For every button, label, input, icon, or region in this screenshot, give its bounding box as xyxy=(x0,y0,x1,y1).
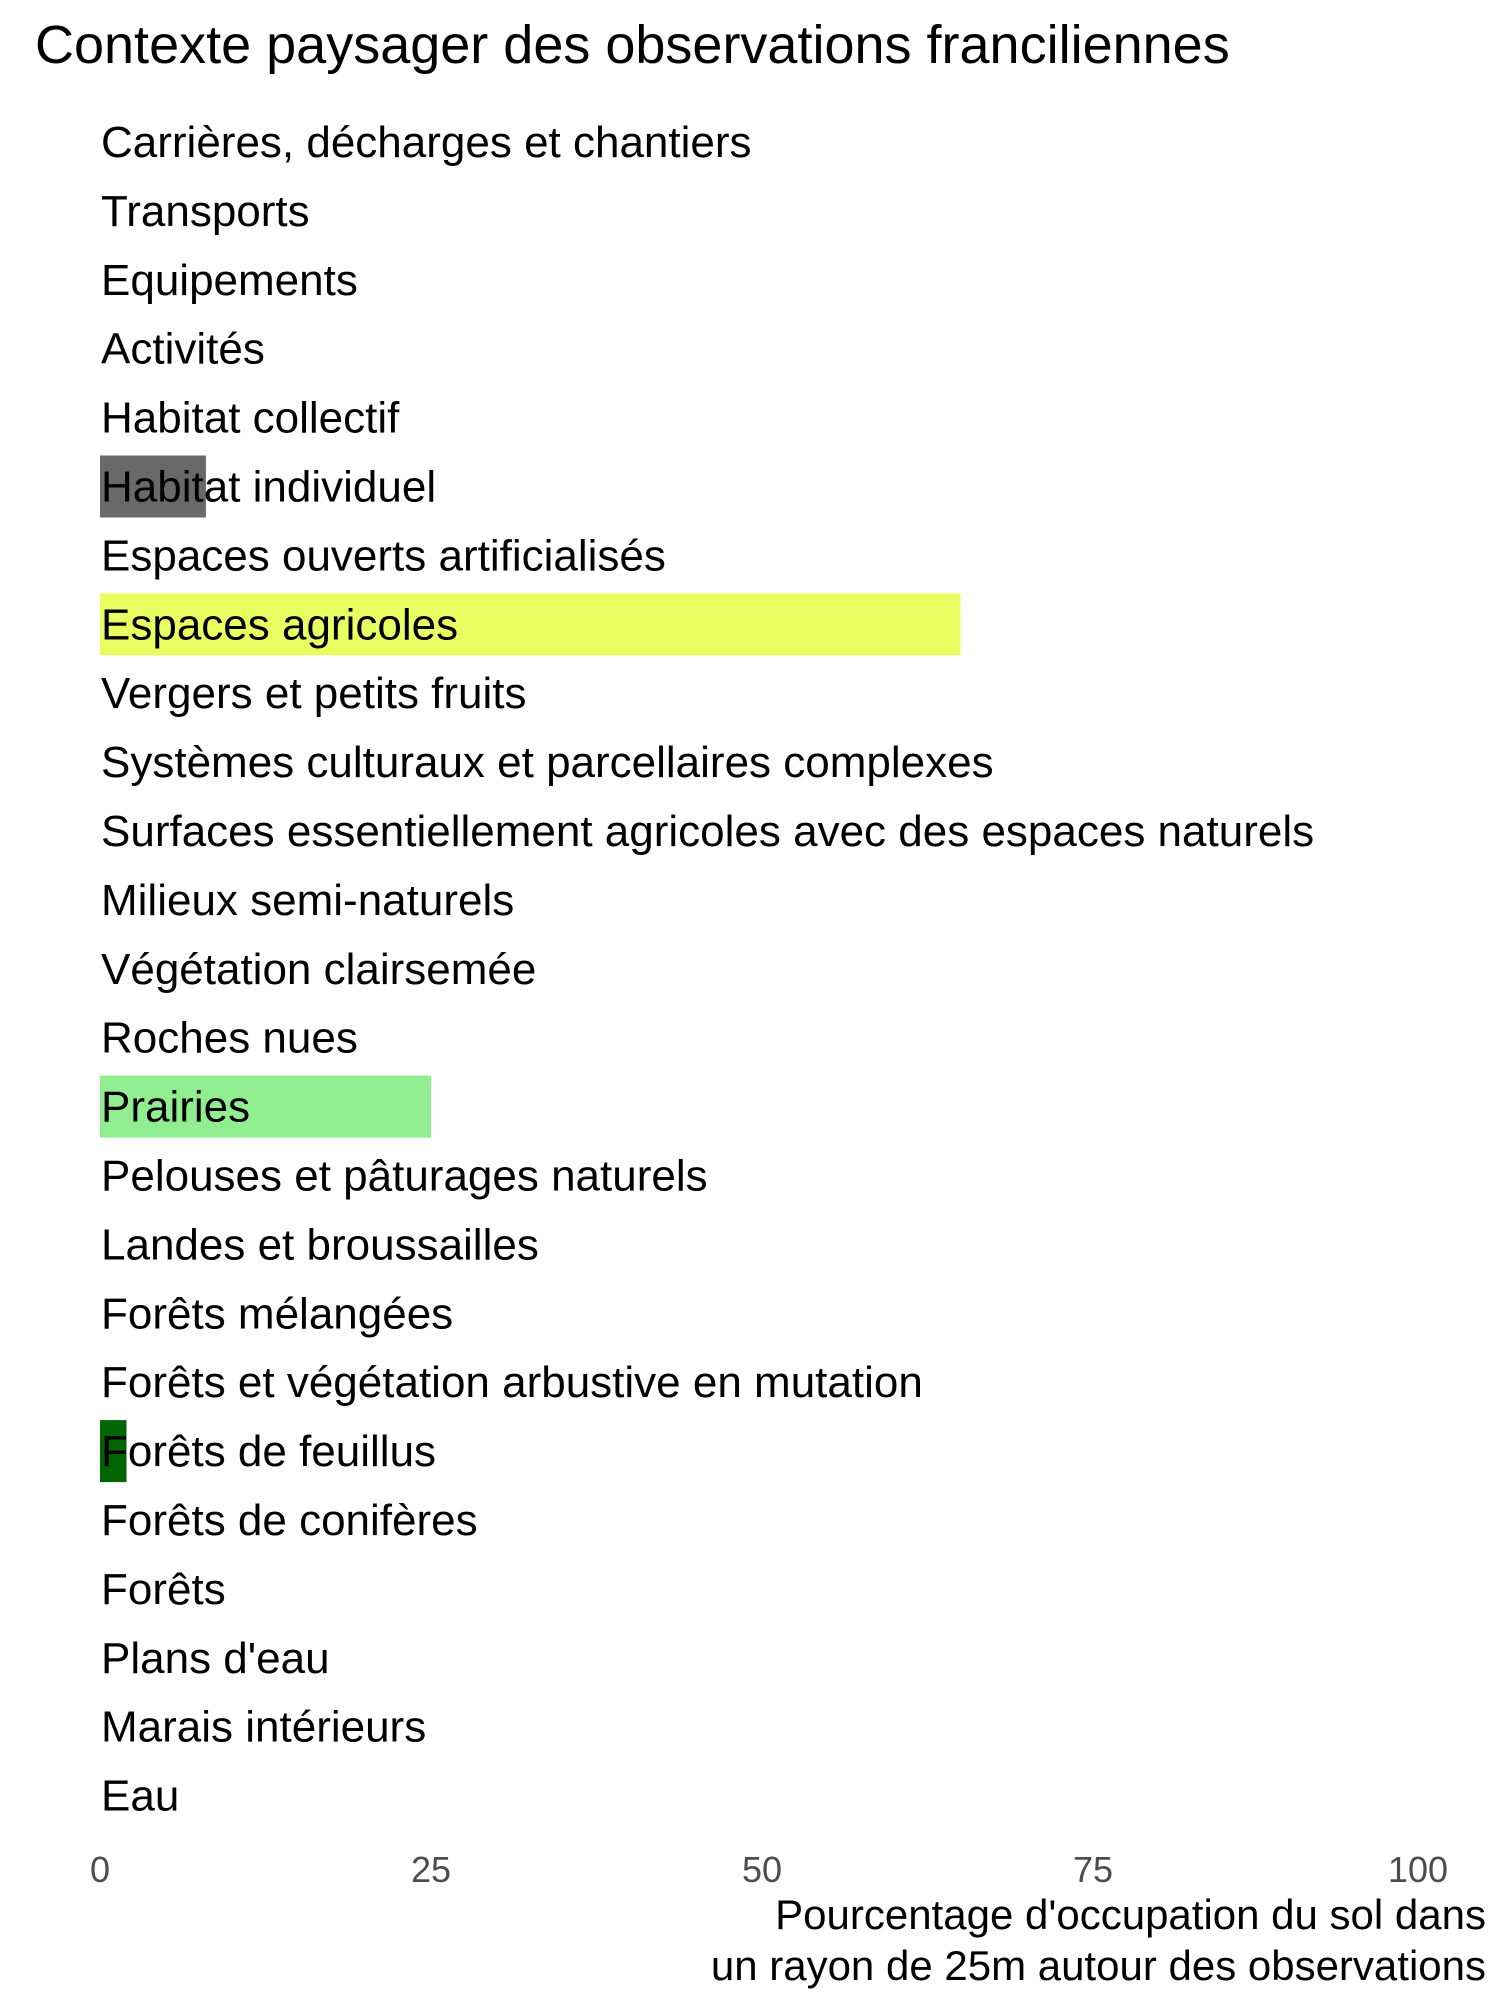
category-label-forets-et-vegetation-arbustive-en-mutation: Forêts et végétation arbustive en mutation xyxy=(101,1358,923,1408)
category-label-vegetation-clairsemee: Végétation clairsemée xyxy=(101,944,537,994)
x-axis-label-line-1: Pourcentage d'occupation du sol dans xyxy=(775,1891,1486,1938)
x-tick-label-100: 100 xyxy=(1387,1849,1448,1890)
x-tick-label-25: 25 xyxy=(410,1849,452,1890)
category-labels-group xyxy=(101,118,1314,1821)
category-label-forets-de-feuillus: Forêts de feuillus xyxy=(101,1427,437,1477)
category-label-landes-et-broussailles: Landes et broussailles xyxy=(101,1220,539,1270)
category-label-carrieres-decharges-et-chantiers: Carrières, décharges et chantiers xyxy=(101,118,752,167)
category-label-forets: Forêts xyxy=(101,1564,226,1614)
x-tick-labels-group xyxy=(90,1849,1448,1890)
category-label-eau: Eau xyxy=(101,1771,180,1821)
category-label-marais-interieurs: Marais intérieurs xyxy=(101,1702,427,1752)
category-label-pelouses-et-paturages-naturels: Pelouses et pâturages naturels xyxy=(101,1151,708,1201)
category-label-espaces-agricoles: Espaces agricoles xyxy=(101,600,459,650)
category-label-roches-nues: Roches nues xyxy=(101,1013,358,1063)
x-axis-label-line-2: un rayon de 25m autour des observations xyxy=(710,1942,1486,1989)
x-tick-label-75: 75 xyxy=(1072,1849,1114,1890)
category-label-systemes-culturaux-et-parcellaires-complexes: Systèmes culturaux et parcellaires complexes xyxy=(101,738,994,788)
category-label-espaces-ouverts-artificialises: Espaces ouverts artificialisés xyxy=(101,531,666,581)
category-label-habitat-collectif: Habitat collectif xyxy=(101,393,400,443)
x-tick-label-50: 50 xyxy=(741,1849,783,1890)
category-label-transports: Transports xyxy=(101,186,310,236)
category-label-prairies: Prairies xyxy=(101,1082,251,1132)
category-label-vergers-et-petits-fruits: Vergers et petits fruits xyxy=(101,669,527,719)
x-tick-label-0: 0 xyxy=(89,1849,111,1890)
category-label-activites: Activités xyxy=(101,324,265,374)
category-label-habitat-individuel: Habitat individuel xyxy=(101,462,437,512)
chart-title: Contexte paysager des observations franciliennes xyxy=(35,15,1230,75)
category-label-forets-melangees: Forêts mélangées xyxy=(101,1289,454,1339)
category-label-surfaces-essentiellement-agricoles-avec-des-espaces-naturels: Surfaces essentiellement agricoles avec des espaces naturels xyxy=(101,807,1315,856)
category-label-plans-d-eau: Plans d'eau xyxy=(101,1633,330,1683)
category-label-milieux-semi-naturels: Milieux semi-naturels xyxy=(101,875,515,925)
category-label-equipements: Equipements xyxy=(101,255,358,305)
category-label-forets-de-coniferes: Forêts de conifères xyxy=(101,1496,478,1545)
